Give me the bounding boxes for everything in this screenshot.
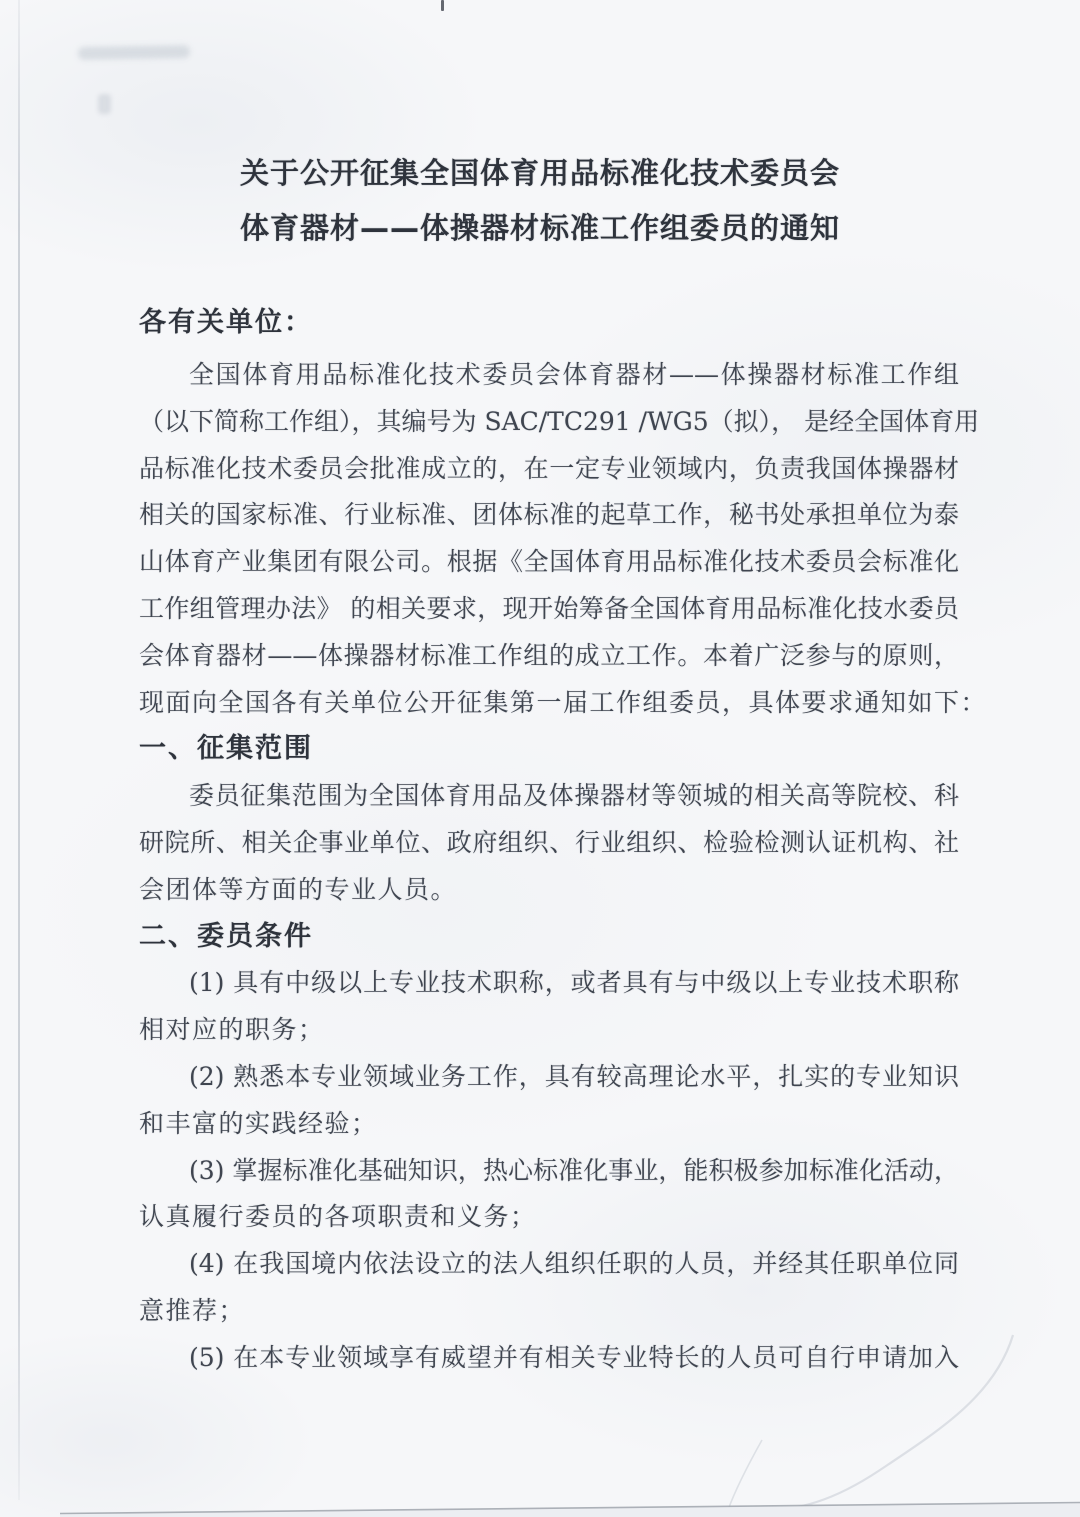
intro-line: 工作组管理办法》 的相关要求，现开始筹备全国体育用品标准化技水委员 (139, 593, 959, 623)
section2-line: 相对应的职务； (139, 1015, 325, 1045)
section2-line: (3) 掌握标准化基础知识，热心标准化事业，能积极参加标准化活动， (189, 1155, 959, 1185)
paper-edge-line (60, 1503, 1080, 1514)
section2-line: (2) 熟悉本专业领域业务工作，具有较高理论水平，扎实的专业知识 (189, 1061, 959, 1091)
section1-line: 委员征集范围为全国体育用品及体操器材等领城的相关高等院校、科 (189, 781, 959, 811)
section2-line: 和丰富的实践经验； (139, 1108, 378, 1138)
section2-heading: 二、委员条件 (139, 920, 313, 952)
scan-mark-top (441, 0, 444, 11)
intro-line: 相关的国家标准、行业标准、团体标准的起草工作，秘书处承担单位为泰 (139, 500, 959, 530)
salutation: 各有关单位： (139, 307, 313, 338)
section2-line: 认真履行委员的各项职责和义务； (139, 1202, 537, 1232)
section2-line: (5) 在本专业领域享有威望并有相关专业特长的人员可自行申请加入 (189, 1342, 959, 1372)
intro-line: 山体育产业集团有限公司。根据《全国体育用品标准化技术委员会标准化 (139, 547, 959, 577)
intro-line: （以下简称工作组），其编号为 SAC/TC291 /WG5（拟）， 是经全国体育用 (139, 406, 980, 436)
notice-body (139, 299, 988, 1382)
section2-line: 意推荐； (139, 1295, 246, 1325)
paper-crease (728, 1440, 762, 1510)
scan-smudge (98, 94, 111, 114)
notice-title-line-2: 体育器材——体操器材标准工作组委员的通知 (239, 211, 840, 245)
notice-title-line-1: 关于公开征集全国体育用品标准化技术委员会 (239, 156, 840, 190)
notice-title (0, 146, 1080, 256)
section2-line: (4) 在我国境内依法设立的法人组织任职的人员，并经其任职单位同 (189, 1249, 959, 1279)
section1-line: 会团体等方面的专业人员。 (139, 874, 458, 904)
intro-line: 全国体育用品标准化技术委员会体育器材——体操器材标准工作组 (189, 360, 959, 389)
intro-line: 现面向全国各有关单位公开征集第一届工作组委员，具体要求通知如下： (139, 687, 988, 717)
section2-line: (1) 具有中级以上专业技术职称，或者具有与中级以上专业技术职称 (189, 968, 959, 998)
paper-edge-shadow (60, 1503, 1080, 1517)
section1-line: 研院所、相关企事业单位、政府组织、行业组织、检验检测认证机构、社 (139, 827, 959, 857)
scan-smudge (78, 45, 190, 60)
intro-line: 会体育器材——体操器材标准工作组的成立工作。本着广泛参与的原则， (139, 640, 959, 670)
section1-heading: 一、征集范围 (139, 733, 313, 765)
intro-line: 品标准化技术委员会批准成立的，在一定专业领域内，负责我国体操器材 (139, 453, 959, 483)
